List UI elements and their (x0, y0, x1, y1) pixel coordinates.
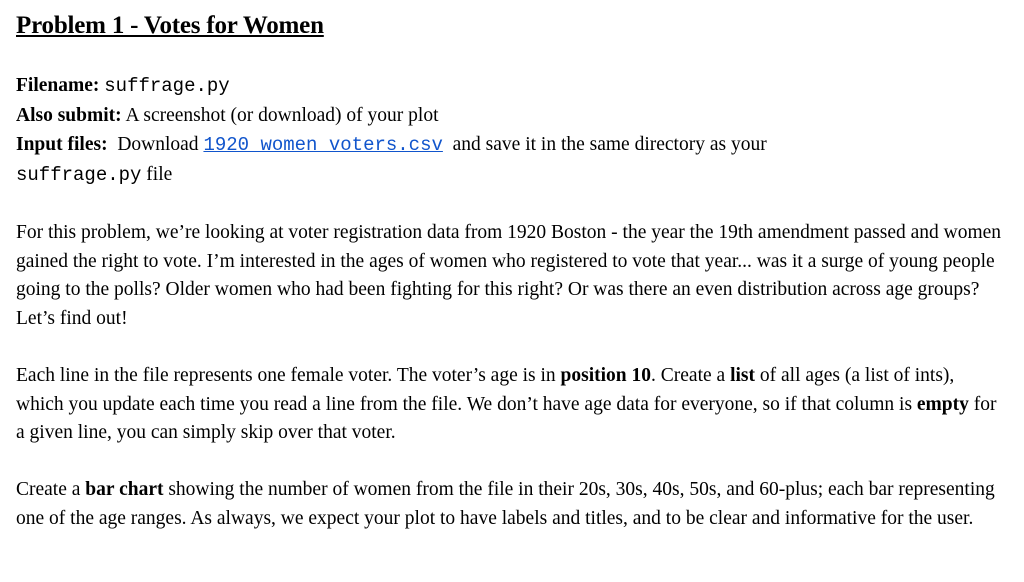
input-file-reference: suffrage.py (16, 164, 142, 186)
also-submit-value: A screenshot (or download) of your plot (125, 105, 439, 126)
instructions-text-2: . Create a (651, 364, 731, 386)
filename-value: suffrage.py (104, 75, 230, 97)
input-files-line (16, 130, 1006, 160)
input-files-line-2 (16, 160, 1006, 190)
document (16, 10, 1006, 534)
input-files-label: Input files: (16, 134, 108, 155)
download-text: Download (117, 134, 199, 155)
csv-download-link[interactable]: 1920_women_voters.csv (203, 134, 443, 156)
empty-emphasis: empty (916, 393, 969, 415)
instructions-paragraph (16, 362, 1006, 448)
chart-text-1: Create a (16, 479, 86, 501)
bar-chart-emphasis: bar chart (85, 479, 164, 501)
position-emphasis: position 10 (560, 364, 652, 386)
also-submit-line (16, 101, 1006, 130)
filename-line (16, 71, 1006, 101)
chart-paragraph (16, 476, 1006, 533)
page-title: Problem 1 - Votes for Women (16, 12, 324, 39)
list-emphasis: list (730, 364, 755, 386)
also-submit-label: Also submit: (16, 105, 122, 126)
input-file-suffix: file (146, 164, 173, 185)
instructions-text-3: of all ages (a list of ints), which you update each time you read a line from the file. We don’t have age data for everyone, so if that column is (16, 364, 955, 415)
filename-label: Filename: (16, 75, 100, 96)
submission-info (16, 71, 1006, 190)
chart-text-2: showing the number of women from the file in their 20s, 30s, 40s, 50s, and 60-plus; each bar representing one of the age ranges. As always, we expect your plot to have labels and titles, and to be clear and informative for the user. (16, 479, 995, 529)
instructions-text-4: for a given line, you can simply skip over that voter. (16, 393, 997, 444)
instructions-text-1: Each line in the file represents one female voter. The voter’s age is in (16, 364, 561, 386)
input-files-instruction: and save it in the same directory as your (452, 134, 767, 155)
intro-paragraph: For this problem, we’re looking at voter registration data from 1920 Boston - the year the 19th amendment passed and women gained the right to vote. I’m interested in the ages of women who registered to vote that year... was it a surge of young people going to the polls? Older women who had been fighting for this right? Or was there an even distribution across age groups? Let’s find out! (16, 222, 1002, 329)
